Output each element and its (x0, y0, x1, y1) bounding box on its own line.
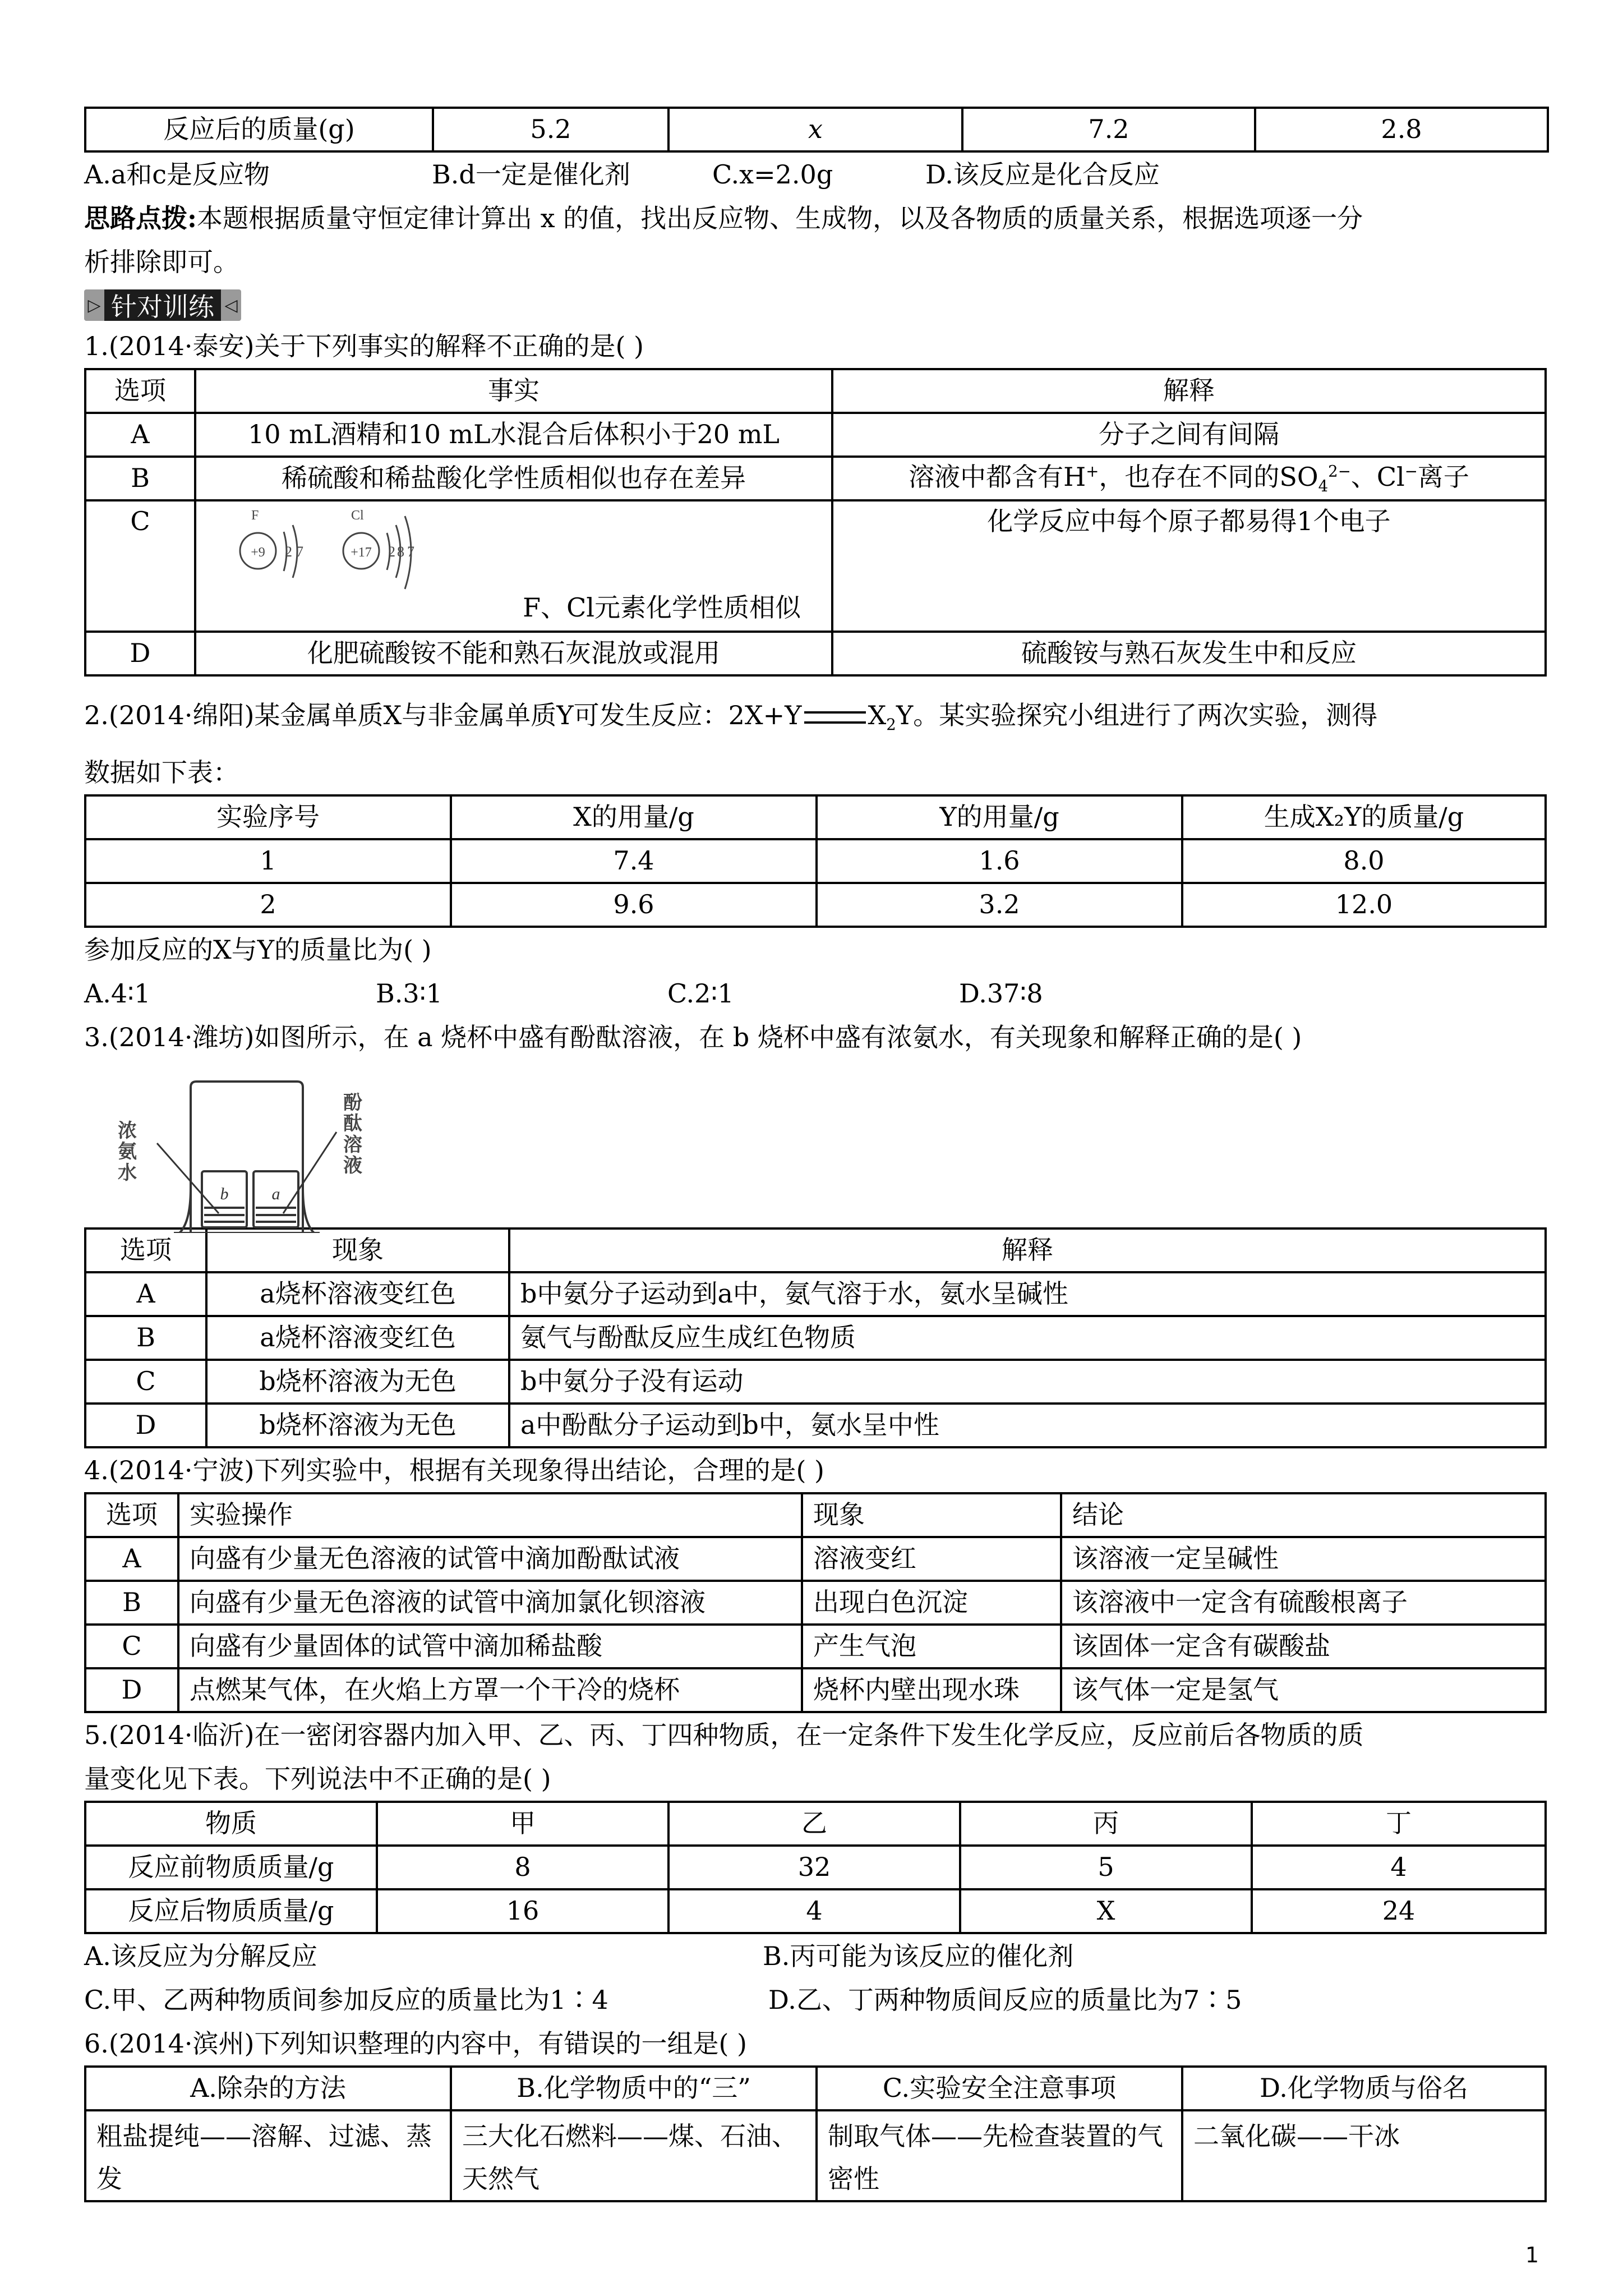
cell: 3.2 (817, 883, 1182, 927)
table-row (85, 632, 1546, 675)
header-cell: 实验操作 (178, 1493, 802, 1537)
q2-stem: 2.(2014·绵阳)某金属单质X与非金属单质Y可发生反应：2X+Y $X_2Y$。某实验探究小组进行了两次实验，测得 (84, 700, 1378, 734)
cell: 8.0 (1182, 839, 1546, 883)
option-cell: A (85, 413, 195, 457)
header-cell: B.化学物质中的“三” (451, 2067, 817, 2110)
f-symbol: F (251, 508, 259, 523)
cell: 2.8 (1255, 108, 1548, 151)
cell: 8 (377, 1846, 668, 1889)
option-a: A.该反应为分解反应 (84, 1941, 317, 1971)
cell: 7.2 (962, 108, 1255, 151)
cell: 12.0 (1182, 883, 1546, 927)
cell: 7.4 (451, 839, 817, 883)
q2-stem-line2: 数据如下表： (84, 757, 239, 788)
svg-text:+9: +9 (251, 545, 265, 560)
option-d: D.乙、丁两种物质间反应的质量比为7∶5 (768, 1985, 1242, 2015)
q3-stem: 3.(2014·潍坊)如图所示，在 a 烧杯中盛有酚酞溶液，在 b 烧杯中盛有浓氨水，有关现象和解释正确的是( ) (84, 1022, 1302, 1052)
cell: 1.6 (817, 839, 1182, 883)
q4-stem: 4.(2014·宁波)下列实验中，根据有关现象得出结论，合理的是( ) (84, 1455, 824, 1485)
table-row (85, 1581, 1546, 1625)
cell: 反应后物质质量/g (85, 1889, 377, 1933)
cell: 5.2 (433, 108, 668, 151)
table-row (85, 1316, 1546, 1360)
triangle-right-icon: ▷ (84, 289, 104, 321)
cell: X (960, 1889, 1252, 1933)
q6-stem: 6.(2014·滨州)下列知识整理的内容中，有错误的一组是( ) (84, 2028, 747, 2059)
option-cell: C (85, 1360, 206, 1404)
header-explain: 解释 (832, 369, 1546, 413)
table-row (85, 2110, 1546, 2201)
q6-table (84, 2065, 1547, 2202)
cell: 9.6 (451, 883, 817, 927)
header-cell: Y的用量/g (817, 795, 1182, 839)
beaker-diagram (112, 1065, 381, 1233)
fact-cell: 稀硫酸和稀盐酸化学性质相似也存在差异 (195, 457, 832, 500)
q5-table (84, 1801, 1547, 1934)
fact-cell: 化肥硫酸铵不能和熟石灰混放或混用 (195, 632, 832, 675)
explain-cell: 溶液中都含有H+，也存在不同的$SO_4^{2-}$、Cl−离子 (832, 457, 1546, 500)
cell: 点燃某气体，在火焰上方罩一个干冷的烧杯 (178, 1668, 802, 1712)
table-row (85, 1625, 1546, 1668)
cell: 粗盐提纯——溶解、过滤、蒸发 (85, 2110, 451, 2201)
cell: 4 (1252, 1846, 1546, 1889)
table-header-row (85, 2067, 1546, 2110)
table-row (85, 1668, 1546, 1712)
hint-line-1 (84, 196, 1547, 240)
table-row (85, 457, 1546, 500)
table-row (85, 883, 1546, 927)
header-explain: 解释 (509, 1228, 1546, 1272)
option-d: D.37∶8 (959, 978, 1043, 1009)
explain-cell: 硫酸铵与熟石灰发生中和反应 (832, 632, 1546, 675)
svg-text:7: 7 (407, 544, 414, 560)
cell: x (668, 108, 962, 151)
option-cell: D (85, 1404, 206, 1447)
explain-cell: 化学反应中每个原子都易得1个电子 (832, 500, 1546, 632)
triangle-left-icon: ◁ (221, 289, 241, 321)
cell: 产生气泡 (802, 1625, 1061, 1668)
beaker-b-label: b (220, 1185, 229, 1203)
phenomenon-cell: a烧杯溶液变红色 (206, 1316, 509, 1360)
cell: C (85, 1625, 178, 1668)
page-number: 1 (1525, 2242, 1539, 2267)
hint-line-2: 析排除即可。 (84, 247, 239, 277)
phenolphthalein-label: 酚酞溶液 (343, 1092, 362, 1177)
header-cell: 选项 (85, 1493, 178, 1537)
beaker-figure (84, 1059, 1547, 1227)
worksheet-page (84, 107, 1547, 2202)
cl-symbol: Cl (351, 508, 364, 523)
table-row (85, 1272, 1546, 1316)
cell: 出现白色沉淀 (802, 1581, 1061, 1625)
table-row (85, 500, 1546, 632)
header-option: 选项 (85, 369, 195, 413)
cell: 16 (377, 1889, 668, 1933)
cell: 该气体一定是氢气 (1061, 1668, 1546, 1712)
explain-cell: 分子之间有间隔 (832, 413, 1546, 457)
cell: 该溶液一定呈碱性 (1061, 1537, 1546, 1581)
q5-stem-line2: 量变化见下表。下列说法中不正确的是( ) (84, 1764, 551, 1794)
header-cell: 现象 (802, 1493, 1061, 1537)
header-cell: X的用量/g (451, 795, 817, 839)
cell: 1 (85, 839, 451, 883)
header-cell: 丁 (1252, 1802, 1546, 1846)
header-cell: 甲 (377, 1802, 668, 1846)
cell: D (85, 1668, 178, 1712)
explain-cell: b中氨分子运动到a中，氨气溶于水，氨水呈碱性 (509, 1272, 1546, 1316)
cell: 制取气体——先检查装置的气密性 (817, 2110, 1182, 2201)
header-fact: 事实 (195, 369, 832, 413)
table-row (85, 1846, 1546, 1889)
option-b: B.3∶1 (376, 978, 442, 1009)
chlorine-atom-diagram (343, 508, 414, 589)
table-row (85, 839, 1546, 883)
phenomenon-cell: a烧杯溶液变红色 (206, 1272, 509, 1316)
header-cell: 实验序号 (85, 795, 451, 839)
option-a: A.4∶1 (84, 978, 151, 1009)
cell: 2 (85, 883, 451, 927)
option-b: B.丙可能为该反应的催化剂 (763, 1941, 1074, 1971)
phenomenon-cell: b烧杯溶液为无色 (206, 1404, 509, 1447)
option-b: B.d一定是催化剂 (432, 159, 630, 190)
svg-text:8: 8 (397, 544, 404, 560)
cell: 向盛有少量无色溶液的试管中滴加氯化钡溶液 (178, 1581, 802, 1625)
header-cell: 乙 (668, 1802, 960, 1846)
option-c: C.x=2.0g (712, 159, 833, 190)
cell: 向盛有少量固体的试管中滴加稀盐酸 (178, 1625, 802, 1668)
q2-question: 参加反应的X与Y的质量比为( ) (84, 935, 432, 965)
table-header-row (85, 1802, 1546, 1846)
explain-cell: b中氨分子没有运动 (509, 1360, 1546, 1404)
cell: 24 (1252, 1889, 1546, 1933)
cell: 4 (668, 1889, 960, 1933)
cell: 5 (960, 1846, 1252, 1889)
option-cell: B (85, 1316, 206, 1360)
table-header-row (85, 369, 1546, 413)
hint-label: 思路点拨: (84, 203, 197, 233)
q5-options-row1 (84, 1934, 1547, 1978)
q1-stem: 1.(2014·泰安)关于下列事实的解释不正确的是( ) (84, 331, 644, 361)
table-row (85, 413, 1546, 457)
explain-cell: 氨气与酚酞反应生成红色物质 (509, 1316, 1546, 1360)
row-label: 反应后的质量(g) (85, 108, 433, 151)
q5-stem-line1: 5.(2014·临沂)在一密闭容器内加入甲、乙、丙、丁四种物质，在一定条件下发生化学反应，反应前后各物质的质 (84, 1720, 1364, 1750)
cell: 该固体一定含有碳酸盐 (1061, 1625, 1546, 1668)
option-cell: A (85, 1272, 206, 1316)
intro-options (84, 153, 1547, 196)
section-title: 针对训练 (104, 289, 221, 321)
q5-options-row2 (84, 1978, 1547, 2022)
table-row (85, 108, 1548, 151)
ammonia-label: 浓氨水 (118, 1120, 137, 1184)
table-header-row (85, 795, 1546, 839)
table-row (85, 1889, 1546, 1933)
equals-sign-icon (804, 711, 866, 724)
table-row (85, 1360, 1546, 1404)
q4-table (84, 1492, 1547, 1713)
cell: 32 (668, 1846, 960, 1889)
cell: 烧杯内壁出现水珠 (802, 1668, 1061, 1712)
header-cell: 结论 (1061, 1493, 1546, 1537)
option-c: C.2∶1 (667, 978, 734, 1009)
option-c: C.甲、乙两种物质间参加反应的质量比为1∶4 (84, 1985, 608, 2015)
svg-text:2: 2 (285, 544, 292, 560)
header-option: 选项 (85, 1228, 206, 1272)
top-mass-table (84, 107, 1549, 153)
header-cell: 生成X₂Y的质量/g (1182, 795, 1546, 839)
header-phenomenon: 现象 (206, 1228, 509, 1272)
option-cell: D (85, 632, 195, 675)
table-row (85, 1404, 1546, 1447)
header-cell: A.除杂的方法 (85, 2067, 451, 2110)
explain-cell: a中酚酞分子运动到b中，氨水呈中性 (509, 1404, 1546, 1447)
cell: A (85, 1537, 178, 1581)
section-badge (84, 289, 241, 321)
fact-cell (195, 500, 832, 632)
q1-table (84, 368, 1547, 677)
option-a: A.a和c是反应物 (84, 159, 270, 190)
option-cell: B (85, 457, 195, 500)
atom-structure-diagrams (230, 505, 488, 628)
svg-text:2: 2 (388, 544, 395, 560)
option-cell: C (85, 500, 195, 632)
option-d: D.该反应是化合反应 (925, 159, 1160, 190)
header-cell: C.实验安全注意事项 (817, 2067, 1182, 2110)
fact-text: F、Cl元素化学性质相似 (523, 592, 801, 623)
q2-options (84, 972, 1547, 1015)
table-row (85, 1537, 1546, 1581)
cell: 三大化石燃料——煤、石油、天然气 (451, 2110, 817, 2201)
cell: 该溶液中一定含有硫酸根离子 (1061, 1581, 1546, 1625)
svg-text:+17: +17 (351, 545, 372, 560)
header-cell: 丙 (960, 1802, 1252, 1846)
table-header-row (85, 1228, 1546, 1272)
svg-text:7: 7 (296, 544, 303, 560)
q2-table (84, 794, 1547, 928)
table-header-row (85, 1493, 1546, 1537)
header-cell: 物质 (85, 1802, 377, 1846)
hint-text: 本题根据质量守恒定律计算出 x 的值，找出反应物、生成物，以及各物质的质量关系，根据选项逐一分 (196, 203, 1363, 233)
q3-table (84, 1227, 1547, 1448)
header-cell: D.化学物质与俗名 (1182, 2067, 1546, 2110)
fact-cell: 10 mL酒精和10 mL水混合后体积小于20 mL (195, 413, 832, 457)
fluorine-atom-diagram (240, 508, 303, 578)
cell: 向盛有少量无色溶液的试管中滴加酚酞试液 (178, 1537, 802, 1581)
cell: 二氧化碳——干冰 (1182, 2110, 1546, 2201)
cell: 溶液变红 (802, 1537, 1061, 1581)
beaker-a-label: a (271, 1185, 280, 1203)
cell: B (85, 1581, 178, 1625)
cell: 反应前物质质量/g (85, 1846, 377, 1889)
phenomenon-cell: b烧杯溶液为无色 (206, 1360, 509, 1404)
